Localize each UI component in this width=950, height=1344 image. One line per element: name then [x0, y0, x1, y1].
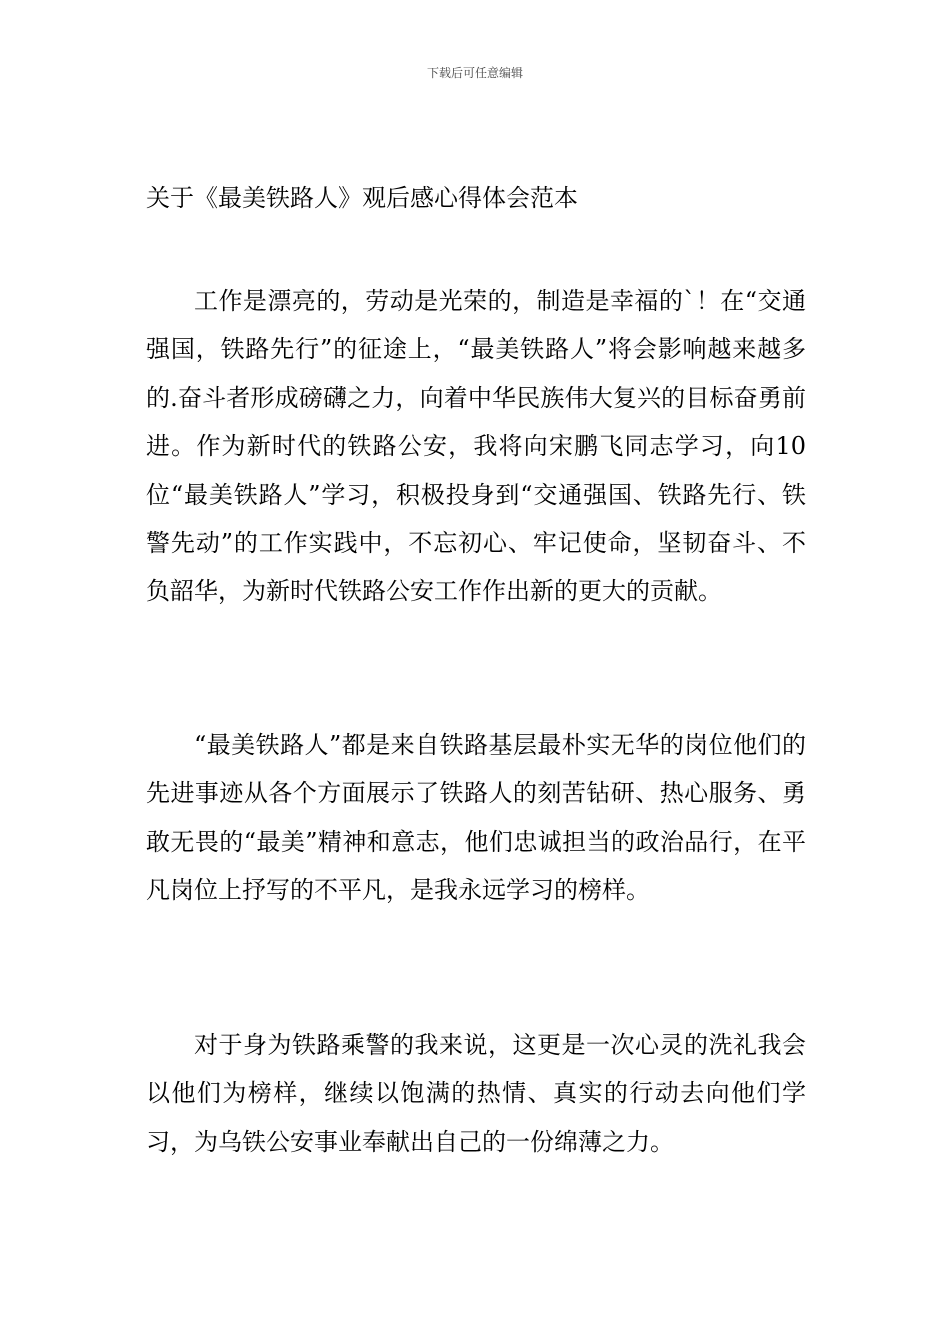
body-paragraph-1: 工作是漂亮的，劳动是光荣的，制造是幸福的`！在“交通强国，铁路先行”的征途上，“最美铁路人”将会影响越来越多的.奋斗者形成磅礴之力，向着中华民族伟大复兴的目标奋勇前进。作为新时代的铁路公安，我将向宋鹏飞同志学习，向10位“最美铁路人”学习，积极投身到“交通强国、铁路先行、铁警先动”的工作实践中，不忘初心、牢记使命，坚韧奋斗、不负韶华，为新时代铁路公安工作作出新的更大的贡献。	[146, 287, 806, 606]
page-header-note: 下载后可任意编辑	[426, 66, 523, 80]
body-paragraph-3: 对于身为铁路乘警的我来说，这更是一次心灵的洗礼我会以他们为榜样，继续以饱满的热情、真实的行动去向他们学习，为乌铁公安事业奉献出自己的一份绵薄之力。	[146, 1031, 806, 1156]
body-paragraph-2: “最美铁路人”都是来自铁路基层最朴实无华的岗位他们的先进事迹从各个方面展示了铁路人的刻苦钻研、热心服务、勇敢无畏的“最美”精神和意志，他们忠诚担当的政治品行，在平凡岗位上抒写的不平凡，是我永远学习的榜样。	[146, 731, 806, 905]
document-title: 关于《最美铁路人》观后感心得体会范本	[146, 184, 578, 212]
